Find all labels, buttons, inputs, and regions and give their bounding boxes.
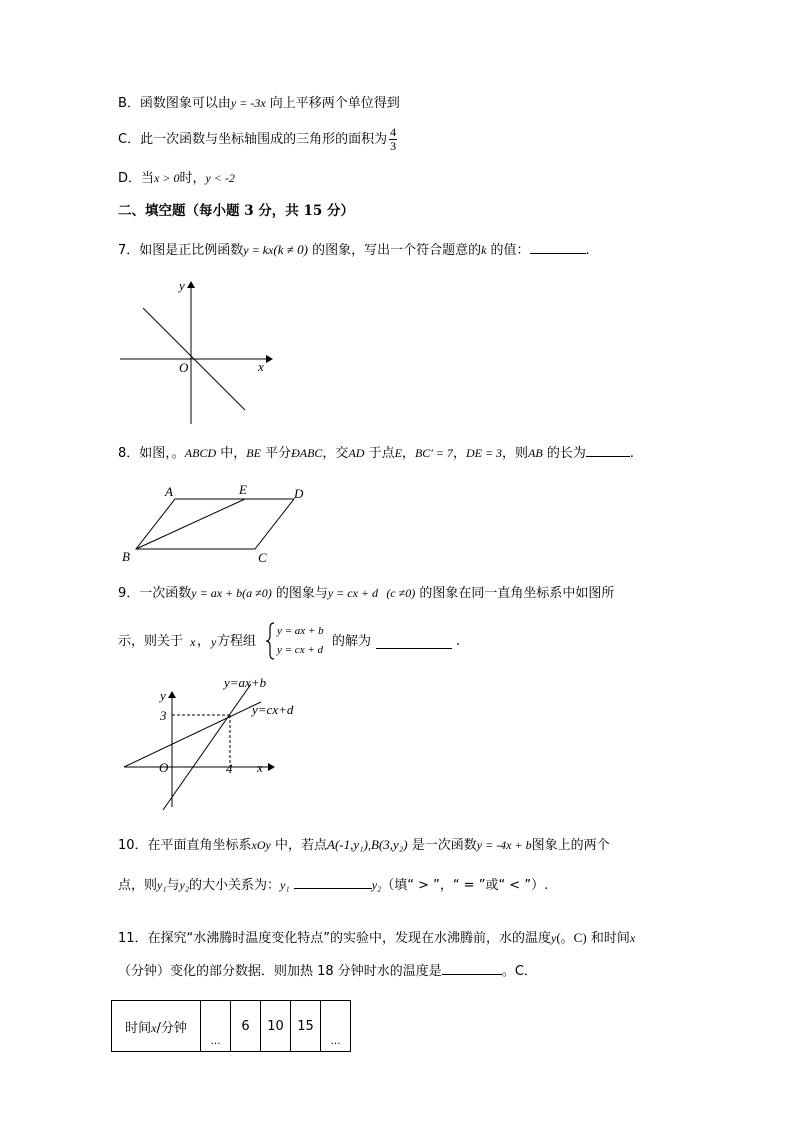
q7-figure xyxy=(116,278,276,428)
table-cell xyxy=(261,1001,291,1052)
q9-sep: ， xyxy=(197,634,211,649)
y-axis-arrow xyxy=(168,691,176,698)
q9-line2-text: 示，则关于 xyxy=(118,634,184,649)
header-text: 时间 xyxy=(125,1020,152,1036)
option-d-result: y < -2 xyxy=(205,171,235,185)
q10-point-b: B(3,y₂) xyxy=(370,837,408,852)
q10-text-post: 是一次函数 xyxy=(407,838,477,853)
q8-de: DE = 3 xyxy=(465,446,503,460)
q8-figure xyxy=(118,482,318,566)
question-7 xyxy=(118,241,590,260)
q8-bc: BC' = 7 xyxy=(414,446,453,460)
cell-ellipsis: … xyxy=(330,1036,341,1047)
q9-text-answer: 的解为 xyxy=(332,634,372,649)
question-10-line-2 xyxy=(118,876,548,895)
origin-label: O xyxy=(159,760,169,775)
q10-y1-answer: y₁ xyxy=(280,878,290,892)
x-axis-arrow xyxy=(266,355,273,363)
q8-text-4: 于点 xyxy=(364,446,395,461)
option-d-text: D．当 xyxy=(118,171,155,186)
q8-abcd: ABCD xyxy=(184,446,217,460)
q7-text-post: 的值： xyxy=(486,243,530,258)
q10-y1: y₁ xyxy=(157,878,167,892)
option-b xyxy=(118,94,400,113)
q8-text-5: ， xyxy=(401,446,415,461)
q11-line2-text: （分钟）变化的部分数据．则加热 18 分钟时水的温度是 xyxy=(118,964,442,979)
fraction-denominator: 3 xyxy=(390,139,397,153)
q10-xoy: xOy xyxy=(251,838,271,852)
label-c: C xyxy=(258,550,267,565)
header-unit: /分钟 xyxy=(156,1020,187,1036)
x-axis-label: x xyxy=(258,359,264,374)
q8-text: 8．如图，。 xyxy=(118,446,185,461)
cell-value: 10 xyxy=(267,1018,284,1034)
q9-equation-1: y = ax + b(a ≠0) xyxy=(191,586,272,600)
q8-period: . xyxy=(629,446,635,461)
line-label-cx-d: y=cx+d xyxy=(252,702,294,717)
table-row xyxy=(112,1001,351,1052)
parallelogram xyxy=(136,499,294,549)
q10-text-mid: 中，若点 xyxy=(270,838,328,853)
q11-unit-end: 。C． xyxy=(501,964,537,979)
option-c-fraction xyxy=(389,126,397,153)
line-label-ax-b: y=ax+b xyxy=(224,675,267,690)
q9-system-eq-1: y = ax + b xyxy=(277,625,324,637)
label-a: A xyxy=(165,484,173,499)
question-11-line-1 xyxy=(118,929,635,948)
cell-value: 15 xyxy=(297,1018,314,1034)
q7-k: k xyxy=(481,243,487,257)
y-axis-label: y xyxy=(179,278,185,293)
table-cell xyxy=(231,1001,261,1052)
answer-blank[interactable] xyxy=(442,962,502,975)
y-axis-arrow xyxy=(187,281,195,288)
option-b-suffix: 向上平移两个单位得到 xyxy=(265,96,400,111)
q11-var-x: x xyxy=(629,931,636,945)
q10-text: 10．在平面直角坐标系 xyxy=(118,838,252,853)
q7-text-mid: 的图象，写出一个符合题意的 xyxy=(307,243,482,258)
tick-label-3: 3 xyxy=(160,708,167,723)
label-b: B xyxy=(122,549,130,564)
option-c-text: C．此一次函数与坐标轴围成的三角形的面积为 xyxy=(118,132,388,147)
option-d-mid: 时， xyxy=(179,171,206,186)
q9-period: . xyxy=(456,634,461,649)
brace-icon xyxy=(266,621,276,661)
answer-blank[interactable] xyxy=(376,636,452,649)
option-b-text: B．函数图象可以由 xyxy=(118,96,231,111)
q10-and: 与 xyxy=(166,878,180,893)
table-cell xyxy=(321,1001,351,1052)
option-b-equation: y = -3x xyxy=(230,96,266,110)
q10-text-tail: （填“ > ”，“ = ”或“ < ”）. xyxy=(381,878,549,893)
q8-text-7: ，则 xyxy=(502,446,529,461)
origin-label: O xyxy=(179,360,189,375)
q9-text-post: 的图象在同一直角坐标系中如图所 xyxy=(415,586,615,601)
q8-text-2: 平分 xyxy=(260,446,292,461)
q9-system-eq-2: y = cx + d xyxy=(277,644,323,656)
q8-ab: AB xyxy=(528,446,543,460)
q8-text-3: ，交 xyxy=(322,446,349,461)
q9-system-label: 方程组 xyxy=(217,634,257,649)
q8-angle: ÐABC xyxy=(291,446,323,460)
line-cx-d xyxy=(124,702,261,767)
q10-text-end: 图象上的两个 xyxy=(531,838,610,853)
q9-equation-2: y = cx + d xyxy=(327,586,379,600)
q9-var-x: x xyxy=(190,635,196,649)
q11-text-mid: 和时间 xyxy=(586,931,630,946)
label-d: D xyxy=(294,486,304,501)
question-9-line-1 xyxy=(118,584,614,603)
q10-point-a: A(-1,y₁) xyxy=(327,837,368,852)
question-10-line-1 xyxy=(118,836,610,855)
q10-y2: y₂ xyxy=(179,878,190,892)
table-cell xyxy=(201,1001,231,1052)
q11-text: 11．在探究“水沸腾时温度变化特点”的实验中，发现在水沸腾前，水的温度 xyxy=(118,931,552,946)
x-axis-label: x xyxy=(257,760,263,775)
table-header-cell xyxy=(112,1001,201,1052)
q11-unit: (。C) xyxy=(556,930,587,945)
y-axis-label: y xyxy=(160,688,166,703)
x-axis-arrow xyxy=(268,763,275,771)
answer-blank[interactable] xyxy=(294,876,372,889)
q8-text-6: ， xyxy=(452,446,466,461)
q8-text-8: 的长为 xyxy=(542,446,586,461)
segment-be xyxy=(136,499,245,549)
q7-period: . xyxy=(585,243,590,258)
question-8 xyxy=(118,444,634,463)
q9-text: 9．一次函数 xyxy=(118,586,192,601)
answer-blank[interactable] xyxy=(530,241,586,254)
q9-figure xyxy=(118,672,318,812)
option-c xyxy=(118,126,397,153)
table-cell xyxy=(291,1001,321,1052)
fraction-numerator: 4 xyxy=(390,125,397,139)
q8-ad: AD xyxy=(348,446,365,460)
q9-condition: (c ≠0) xyxy=(386,586,416,600)
line-ax-b xyxy=(163,684,251,810)
header-var: x xyxy=(151,1020,157,1035)
cell-value: 6 xyxy=(241,1018,250,1034)
q10-equation: y = -4x + b xyxy=(476,838,532,852)
section-heading: 二、填空题（每小题 3 分，共 15 分） xyxy=(118,203,354,219)
q10-y2-answer: y₂ xyxy=(371,878,382,892)
q8-text-1: 中， xyxy=(216,446,247,461)
q9-var-y: y xyxy=(211,635,217,649)
label-e: E xyxy=(239,482,247,497)
q8-be: BE xyxy=(246,446,261,460)
data-table xyxy=(111,1000,351,1052)
tick-label-4: 4 xyxy=(226,761,233,776)
option-d xyxy=(118,169,235,188)
answer-blank[interactable] xyxy=(586,444,630,457)
q7-condition: (k ≠ 0) xyxy=(273,242,308,257)
q9-text-mid: 的图象与 xyxy=(271,586,328,601)
q10-comma: , xyxy=(367,838,371,852)
option-d-condition: x > 0 xyxy=(154,171,180,185)
q10-text-relation: 的大小关系为： xyxy=(189,878,281,893)
q7-equation: y = kx xyxy=(243,243,274,257)
q7-text: 7．如图是正比例函数 xyxy=(118,243,244,258)
q8-e: E xyxy=(394,446,402,460)
cell-ellipsis: … xyxy=(210,1036,221,1047)
q11-var-y: y xyxy=(551,931,557,945)
question-11-line-2 xyxy=(118,962,537,981)
q10-line2-text: 点，则 xyxy=(118,878,158,893)
